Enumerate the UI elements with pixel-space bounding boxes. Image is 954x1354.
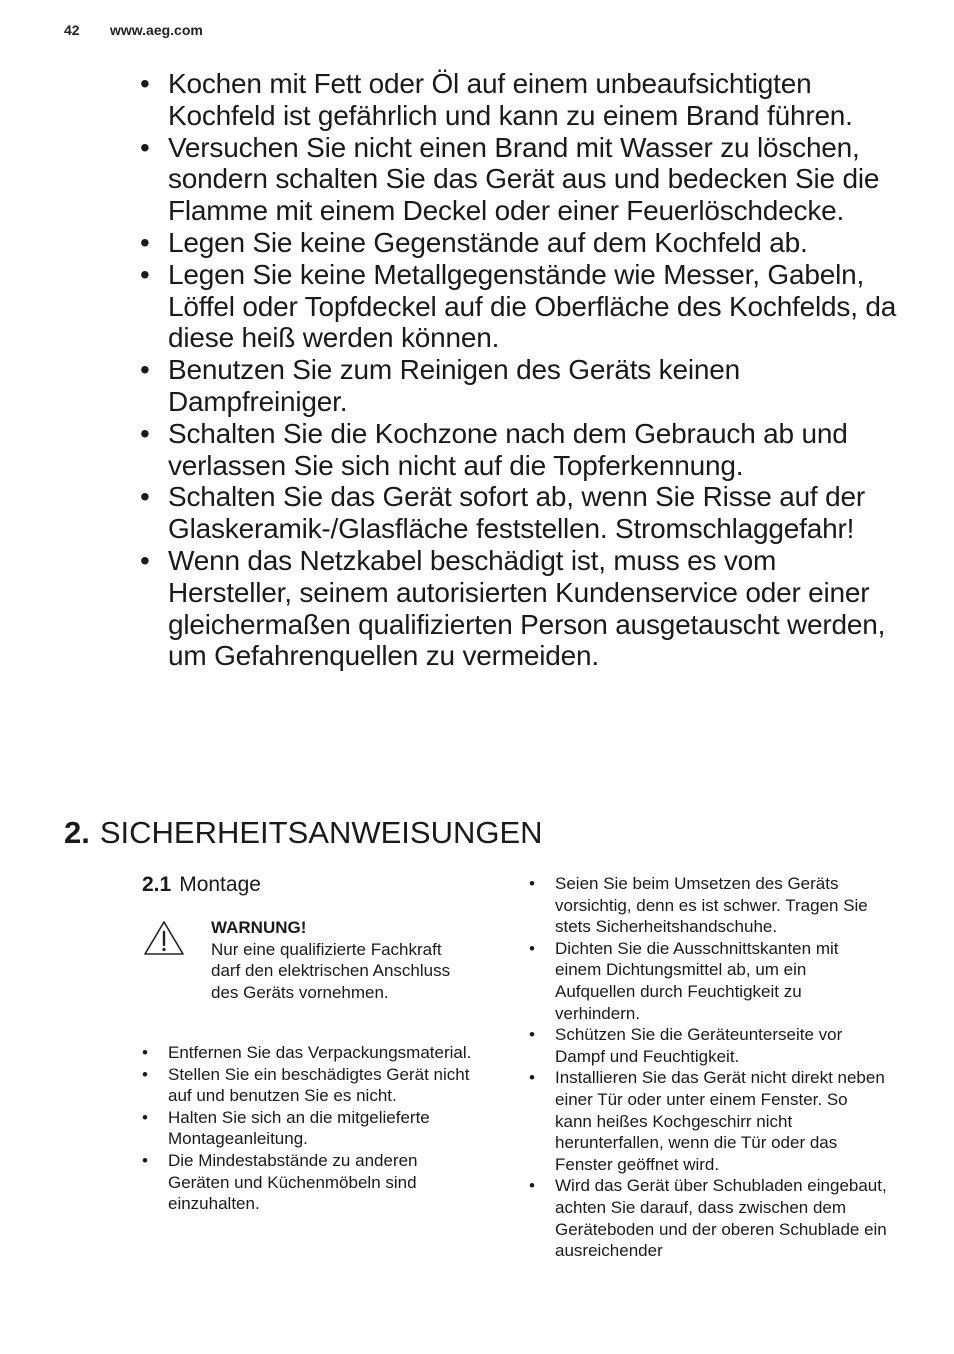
page-number: 42 <box>64 22 80 38</box>
list-item: • Legen Sie keine Gegenstände auf dem Kochfeld ab. <box>140 226 808 258</box>
list-item: • Benutzen Sie zum Reinigen des Geräts keinen Dampfreiniger. <box>140 354 740 417</box>
warning-triangle-icon <box>143 920 185 961</box>
list-item: • Entfernen Sie das Verpackungsmaterial. <box>142 1043 472 1062</box>
subsection-title: Montage <box>179 873 261 896</box>
subsection-heading <box>142 873 261 897</box>
list-item: • Schalten Sie das Gerät sofort ab, wenn Sie Risse auf der Glaskeramik-/Glasfläche feststellen. Stromschlaggefahr! <box>140 481 865 545</box>
warning-text: Nur eine qualifizierte Fachkraft darf den elektrischen Anschluss des Geräts vornehmen. <box>211 939 451 1002</box>
list-item: • Seien Sie beim Umsetzen des Geräts vorsichtig, denn es ist schwer. Tragen Sie stets Sicherheitshandschuhe. <box>529 874 868 937</box>
montage-list-left <box>142 1042 482 1215</box>
list-item: • Die Mindestabstände zu anderen Geräten und Küchenmöbeln sind einzuhalten. <box>142 1150 418 1214</box>
list-item: • Dichten Sie die Ausschnittskanten mit einem Dichtungsmittel ab, um ein Aufquellen durch Feuchtigkeit zu verhindern. <box>529 938 839 1023</box>
list-item: • Wenn das Netzkabel beschädigt ist, muss es vom Hersteller, seinem autorisierten Kundenservice oder einer gleichermaßen qualifizierten Person ausgetauscht werden, um Gefahrenquellen zu vermeiden. <box>140 544 886 672</box>
section-heading <box>64 815 543 851</box>
section-title: SICHERHEITSANWEISUNGEN <box>99 815 543 850</box>
list-item: • Schalten Sie die Kochzone nach dem Gebrauch ab und verlassen Sie sich nicht auf die Topferkennung. <box>140 417 848 481</box>
subsection-number: 2.1 <box>142 873 172 896</box>
warning-box <box>211 917 461 1003</box>
list-item: • Schützen Sie die Geräteunterseite vor Dampf und Feuchtigkeit. <box>529 1025 843 1066</box>
list-item: • Wird das Gerät über Schubladen eingebaut, achten Sie darauf, dass zwischen dem Geräteboden und der oberen Schublade ein ausreichender <box>529 1176 887 1261</box>
website-link[interactable]: www.aeg.com <box>110 22 203 38</box>
warning-title: WARNUNG! <box>211 918 307 937</box>
list-item: • Installieren Sie das Gerät nicht direkt neben einer Tür oder unter einem Fenster. So kann heißes Kochgeschirr nicht herunterfallen, wenn die Tür oder das Fenster geöffnet wird. <box>529 1068 885 1174</box>
list-item: • Legen Sie keine Metallgegenstände wie Messer, Gabeln, Löffel oder Topfdeckel auf die Oberfläche des Kochfelds, da diese heiß werden können. <box>140 258 897 354</box>
list-item: • Versuchen Sie nicht einen Brand mit Wasser zu löschen, sondern schalten Sie das Gerät aus und bedecken Sie die Flamme mit einem Deckel oder einer Feuerlöschdecke. <box>140 131 880 227</box>
list-item: • Stellen Sie ein beschädigtes Gerät nicht auf und benutzen Sie es nicht. <box>142 1064 470 1106</box>
list-item: • Kochen mit Fett oder Öl auf einem unbeaufsichtigten Kochfeld ist gefährlich und kann zu einem Brand führen. <box>140 68 853 131</box>
montage-list-right <box>529 873 889 1262</box>
page-header <box>64 22 203 38</box>
section-number: 2. <box>64 815 90 850</box>
list-item: • Halten Sie sich an die mitgelieferte Montageanleitung. <box>142 1107 430 1149</box>
safety-list <box>140 68 900 672</box>
